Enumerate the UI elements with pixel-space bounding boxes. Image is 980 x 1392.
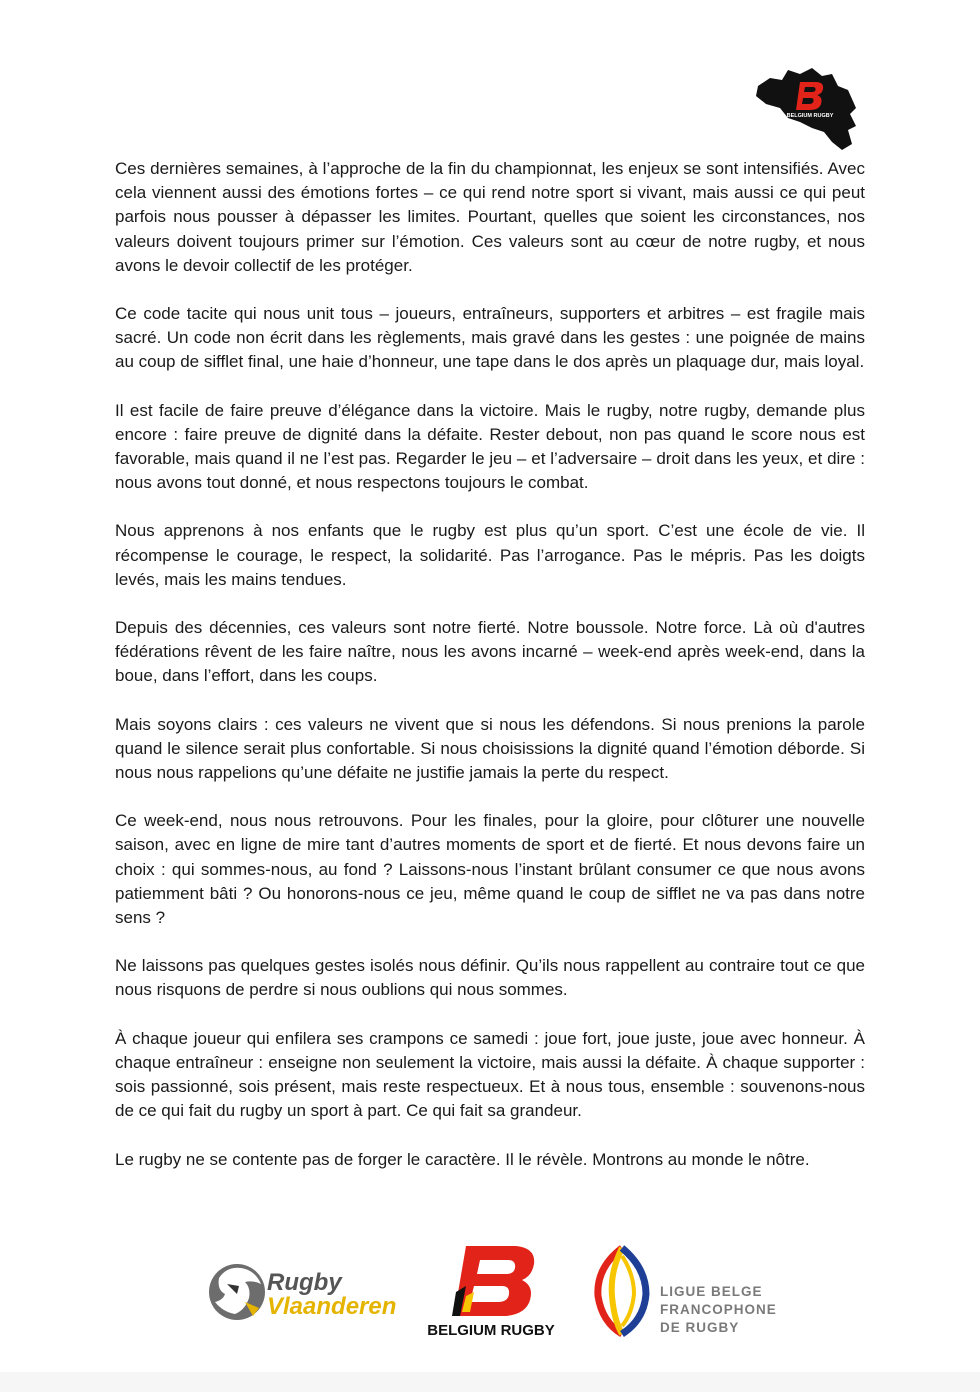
paragraph: Ce week-end, nous nous retrouvons. Pour les finales, pour la gloire, pour clôturer une nouvelle saison, avec en ligne de mire tant d’autres moments de sport et de fierté. Et nous devons faire un choix : qui sommes-nous, au fond ? Laissons-nous l’instant brûlant consumer ce que nous avons patiemment bâti ? Ou honorons-nous ce jeu, même quand le coup de sifflet ne va pas dans notre sens ? <box>115 811 865 928</box>
lbfr-line1: LIGUE BELGE <box>660 1284 763 1299</box>
rugby-vlaanderen-line1: Rugby <box>267 1269 342 1296</box>
rugby-vlaanderen-line2: Vlaanderen <box>267 1293 397 1320</box>
paragraph: Mais soyons clairs : ces valeurs ne vivent que si nous les défendons. Si nous prenions la parole quand le silence serait plus confortable. Si nous choisissions la dignité quand l’émotion déborde. Si nous nous rappelions qu’une défaite ne justifie jamais la perte du respect. <box>115 714 865 783</box>
belgium-rugby-logo <box>427 1240 555 1340</box>
paragraph: Il est facile de faire preuve d’élégance dans la victoire. Mais le rugby, notre rugby, demande plus encore : faire preuve de dignité dans la défaite. Rester debout, non pas quand le score nous est favorable, mais quand il ne l’est pas. Regarder le jeu – et l’adversaire – droit dans les yeux, et dire : nous avons tout donné, et nous respectons toujours le combat. <box>115 400 865 493</box>
belgium-rugby-label: BELGIUM RUGBY <box>427 1322 555 1339</box>
lbfr-logo <box>588 1242 788 1338</box>
paragraph: À chaque joueur qui enfilera ses crampons ce samedi : joue fort, joue juste, joue avec honneur. À chaque entraîneur : enseigne non seulement la victoire, mais aussi la défaite. À chaque supporter : sois passionné, sois présent, mais reste respectueux. Et à nous tous, ensemble : souvenons-nous de ce qui fait du rugby un sport à part. Ce qui fait sa grandeur. <box>115 1028 865 1121</box>
letter-body <box>115 157 865 1196</box>
belgium-map-logo-icon <box>752 64 862 152</box>
lion-head-icon <box>209 1264 265 1320</box>
top-logo-label: BELGIUM RUGBY <box>786 113 834 119</box>
page-bottom-edge <box>0 1372 980 1392</box>
paragraph: Ce code tacite qui nous unit tous – joueurs, entraîneurs, supporters et arbitres – est fragile mais sacré. Un code non écrit dans les règlements, mais gravé dans les gestes : une poignée de mains au coup de sifflet final, une haie d’honneur, une tape dans le dos après un plaquage dur, mais loyal. <box>115 304 865 372</box>
b-shield-icon <box>452 1246 534 1316</box>
paragraph: Ne laissons pas quelques gestes isolés nous définir. Qu’ils nous rappellent au contraire tout ce que nous risquons de perdre si nous oublions qui nous sommes. <box>115 956 865 1000</box>
lbfr-line2: FRANCOPHONE <box>660 1302 777 1317</box>
paragraph: Ces dernières semaines, à l’approche de la fin du championnat, les enjeux se sont intensifiés. Avec cela viennent aussi des émotions fortes – ce qui rend notre sport si vivant, mais aussi ce qui peut parfois nous pousser à dépasser les limites. Pourtant, quelles que soient les circonstances, nos valeurs doivent toujours primer sur l’émotion. Ces valeurs sont au cœur de notre rugby, et nous avons le devoir collectif de les protéger. <box>115 159 865 275</box>
rugby-vlaanderen-logo <box>205 1258 395 1328</box>
rugby-ball-rings-icon <box>598 1248 646 1334</box>
lbfr-line3: DE RUGBY <box>660 1320 740 1335</box>
paragraph: Depuis des décennies, ces valeurs sont notre fierté. Notre boussole. Notre force. Là où d'autres fédérations rêvent de les faire naître, nous les avons incarné – week-end après week-end, dans la boue, dans l’effort, dans les coups. <box>115 618 865 686</box>
footer-logos <box>0 1238 980 1338</box>
paragraph: Le rugby ne se contente pas de forger le caractère. Il le révèle. Montrons au monde le nôtre. <box>115 1149 810 1169</box>
paragraph: Nous apprenons à nos enfants que le rugby est plus qu’un sport. C’est une école de vie. Il récompense le courage, le respect, la solidarité. Pas l’arrogance. Pas le mépris. Pas les doigts levés, mais les mains tendues. <box>115 521 865 589</box>
